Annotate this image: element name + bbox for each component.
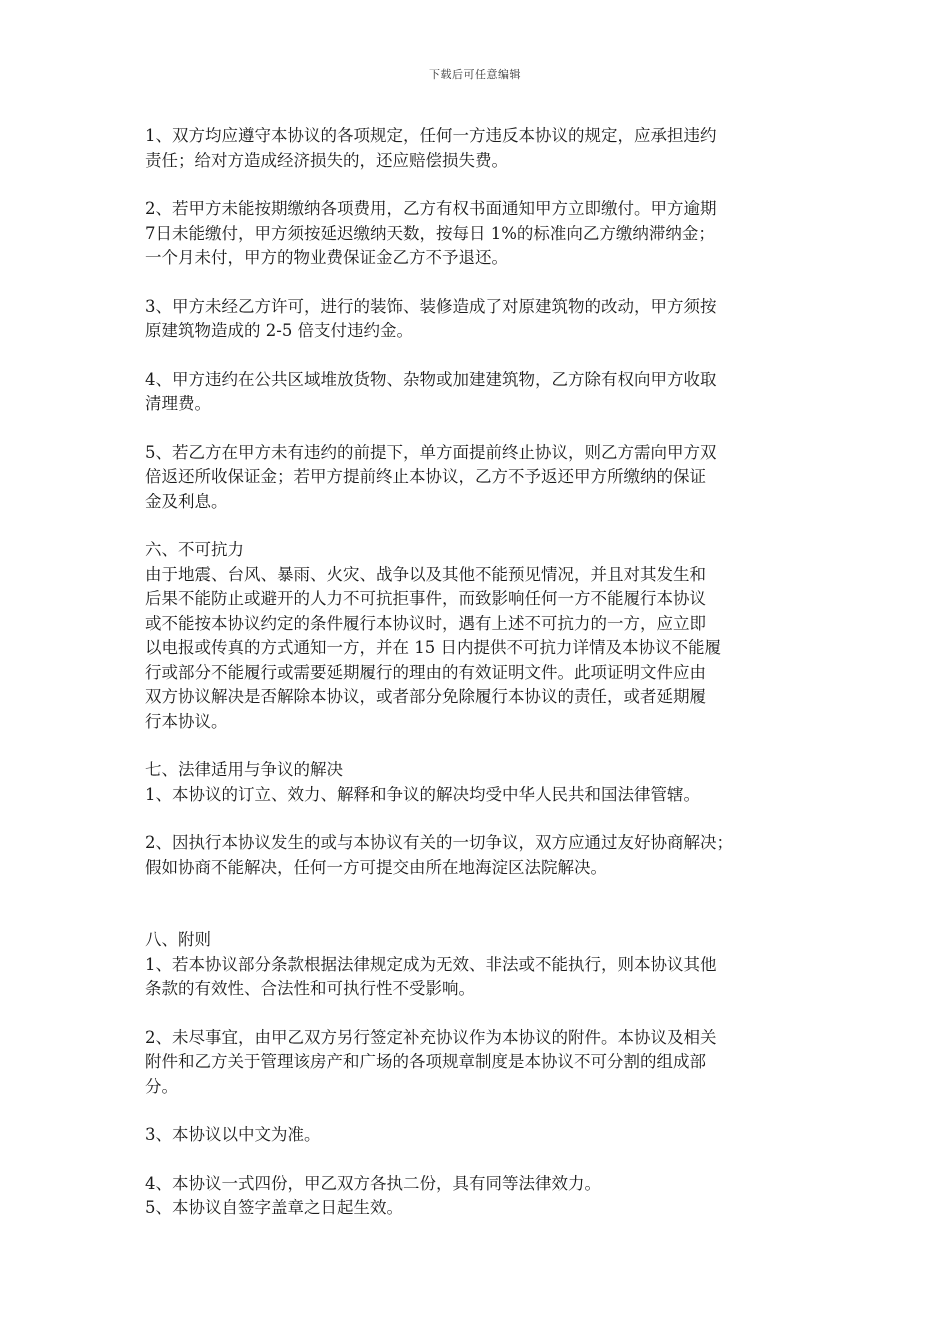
paragraph (145, 758, 815, 807)
paragraph (145, 197, 815, 271)
text-line: 一个月未付，甲方的物业费保证金乙方不予退还。 (145, 248, 508, 267)
paragraph (145, 1172, 815, 1221)
text-line: 由于地震、台风、暴雨、火灾、战争以及其他不能预见情况，并且对其发生和 (145, 564, 706, 584)
text-line: 分。 (145, 1076, 178, 1096)
text-line: 假如协商不能解决，任何一方可提交由所在地海淀区法院解决。 (145, 857, 607, 877)
text-line: 行或部分不能履行或需要延期履行的理由的有效证明文件。此项证明文件应由 (145, 662, 706, 682)
paragraph (145, 368, 815, 417)
paragraph (145, 295, 815, 344)
text-line: 3、甲方未经乙方许可，进行的装饰、装修造成了对原建筑物的改动，甲方须按 (145, 296, 717, 316)
paragraph (145, 928, 815, 1002)
text-line: 金及利息。 (145, 491, 228, 511)
text-line: 5、若乙方在甲方未有违约的前提下，单方面提前终止协议，则乙方需向甲方双 (145, 442, 717, 462)
text-line: 八、附则 (145, 930, 211, 949)
text-line: 六、不可抗力 (145, 540, 244, 559)
text-line: 附件和乙方关于管理该房产和广场的各项规章制度是本协议不可分割的组成部 (145, 1052, 706, 1071)
text-line: 4、甲方违约在公共区域堆放货物、杂物或加建建筑物，乙方除有权向甲方收取 (145, 369, 717, 389)
document-body (145, 124, 815, 1221)
text-line: 1、若本协议部分条款根据法律规定成为无效、非法或不能执行，则本协议其他 (145, 954, 717, 974)
text-line: 1、本协议的订立、效力、解释和争议的解决均受中华人民共和国法律管辖。 (145, 784, 700, 804)
text-line: 倍返还所收保证金；若甲方提前终止本协议，乙方不予返还甲方所缴纳的保证 (145, 467, 706, 486)
text-line: 7日未能缴付，甲方须按延迟缴纳天数，按每日 1%的标准向乙方缴纳滞纳金； (145, 223, 715, 243)
paragraph (145, 1123, 815, 1148)
text-line: 1、双方均应遵守本协议的各项规定，任何一方违反本协议的规定，应承担违约 (145, 126, 717, 145)
text-line: 以电报或传真的方式通知一方，并在 15 日内提供不可抗力详情及本协议不能履 (145, 638, 721, 657)
paragraph (145, 124, 815, 173)
text-line: 责任；给对方造成经济损失的，还应赔偿损失费。 (145, 150, 508, 170)
text-line: 行本协议。 (145, 711, 228, 731)
text-line: 后果不能防止或避开的人力不可抗拒事件，而致影响任何一方不能履行本协议 (145, 589, 706, 608)
text-line: 2、若甲方未能按期缴纳各项费用，乙方有权书面通知甲方立即缴付。甲方逾期 (145, 199, 717, 218)
text-line: 2、未尽事宜，由甲乙双方另行签定补充协议作为本协议的附件。本协议及相关 (145, 1027, 717, 1047)
paragraph (145, 831, 815, 880)
text-line: 清理费。 (145, 394, 211, 413)
text-line: 4、本协议一式四份，甲乙双方各执二份，具有同等法律效力。 (145, 1173, 601, 1193)
paragraph (145, 441, 815, 515)
paragraph (145, 1026, 815, 1100)
text-line: 2、因执行本协议发生的或与本协议有关的一切争议，双方应通过友好协商解决； (145, 833, 733, 852)
text-line: 条款的有效性、合法性和可执行性不受影响。 (145, 979, 475, 998)
text-line: 原建筑物造成的 2-5 倍支付违约金。 (145, 321, 414, 340)
text-line: 双方协议解决是否解除本协议，或者部分免除履行本协议的责任，或者延期履 (145, 687, 706, 706)
text-line: 或不能按本协议约定的条件履行本协议时，遇有上述不可抗力的一方，应立即 (145, 613, 706, 633)
paragraph (145, 538, 815, 734)
text-line: 5、本协议自签字盖章之日起生效。 (145, 1198, 403, 1217)
text-line: 七、法律适用与争议的解决 (145, 760, 343, 779)
text-line: 3、本协议以中文为准。 (145, 1125, 321, 1144)
page-header: 下载后可任意编辑 (429, 68, 521, 81)
